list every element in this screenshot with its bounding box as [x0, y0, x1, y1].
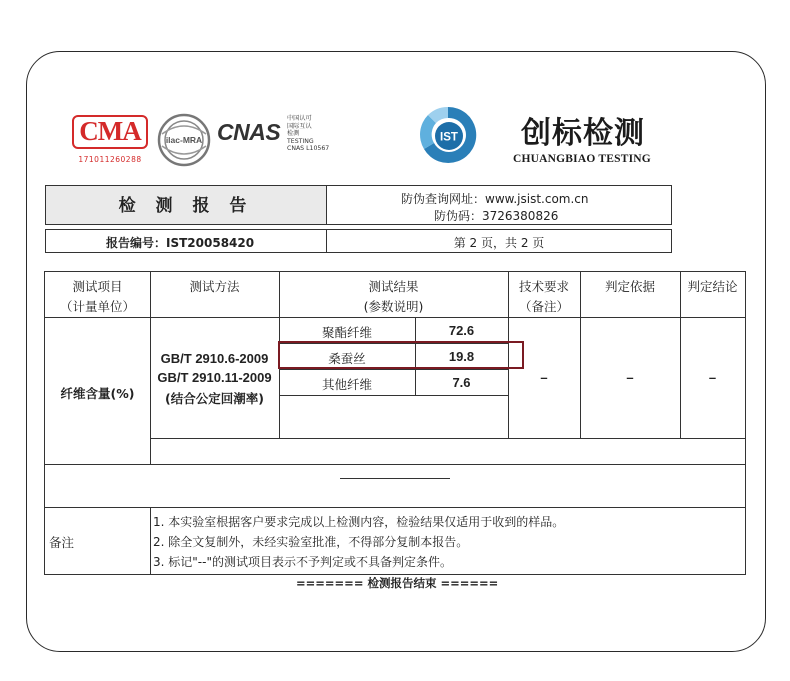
item-fiber-content: 纤维含量(%) [60, 386, 135, 401]
method-line: (结合公定回潮率) [165, 391, 264, 406]
result-name: 桑蚕丝 [328, 351, 366, 366]
report-number: 报告编号：IST20058420 [106, 236, 255, 250]
ilac-mra-text: ilac-MRA [165, 135, 203, 145]
row-divider [45, 464, 745, 465]
header-item: 测试项目 [72, 279, 123, 294]
cnas-line: TESTING [287, 137, 314, 145]
cnas-line: 检测 [287, 130, 300, 138]
verify-code: 防伪码：3726380826 [434, 209, 559, 223]
ilac-mra-logo [156, 112, 212, 168]
header-conclusion: 判定结论 [687, 279, 738, 294]
result-name: 其他纤维 [321, 377, 372, 392]
cnas-description [287, 115, 347, 153]
brand-name-cn: 创标检测 [521, 116, 645, 151]
report-title-box [45, 185, 327, 225]
result-value: 19.8 [448, 349, 475, 364]
note-item: 1. 本实验室根据客户要求完成以上检测内容，检验结果仅适用于收到的样品。 [153, 515, 565, 529]
header-basis: 判定依据 [604, 279, 655, 294]
col-divider [150, 507, 151, 574]
row-divider [150, 438, 745, 439]
header-item-unit: （计量单位） [59, 299, 135, 314]
header-result-desc: (参数说明) [363, 299, 424, 314]
page-number: 第 2 页，共 2 页 [453, 236, 545, 250]
cma-logo: CMA [72, 115, 148, 149]
header-result: 测试结果 [368, 279, 419, 294]
result-value: 72.6 [448, 323, 475, 338]
verify-url: 防伪查询网址：www.jsist.com.cn [401, 192, 589, 206]
result-divider [279, 395, 508, 396]
highlight-box [278, 341, 524, 369]
note-item: 2. 除全文复制外，未经实验室批准，不得部分复制本报告。 [153, 535, 469, 549]
report-end: ======= 检测报告结束 ====== [296, 576, 499, 590]
ist-logo-text: IST [440, 131, 458, 144]
result-name: 聚酯纤维 [321, 325, 372, 340]
result-divider [279, 369, 508, 370]
header-requirement: 技术要求 [518, 279, 569, 294]
cnas-line: 国际互认 [287, 122, 312, 130]
note-item: 3. 标记"--"的测试项目表示不予判定或不具备判定条件。 [153, 555, 452, 569]
basis-value: – [626, 370, 634, 385]
conclusion-value: – [708, 370, 717, 385]
results-table [44, 271, 746, 575]
cnas-logo: CNAS [217, 119, 281, 145]
header-method: 测试方法 [189, 279, 240, 294]
notes-label: 备注 [49, 535, 75, 550]
cma-number: 171011260288 [78, 155, 142, 164]
result-value: 7.6 [452, 375, 471, 390]
report-number-box [45, 229, 327, 253]
ist-logo [416, 103, 480, 167]
brand-name-en: CHUANGBIAO TESTING [513, 153, 651, 165]
col-divider [680, 272, 681, 438]
blank-line [340, 478, 450, 479]
requirement-value: – [540, 370, 548, 385]
report-title: 检 测 报 告 [118, 196, 254, 216]
method-line: GB/T 2910.6-2009 [160, 351, 269, 366]
method-line: GB/T 2910.11-2009 [157, 370, 272, 385]
verification-box [326, 185, 672, 225]
header-requirement-note: （备注） [518, 299, 569, 314]
page-number-box [326, 229, 672, 253]
cnas-line: CNAS L10567 [287, 145, 330, 153]
col-divider [150, 272, 151, 464]
col-divider [580, 272, 581, 438]
cnas-line: 中国认可 [287, 115, 312, 122]
